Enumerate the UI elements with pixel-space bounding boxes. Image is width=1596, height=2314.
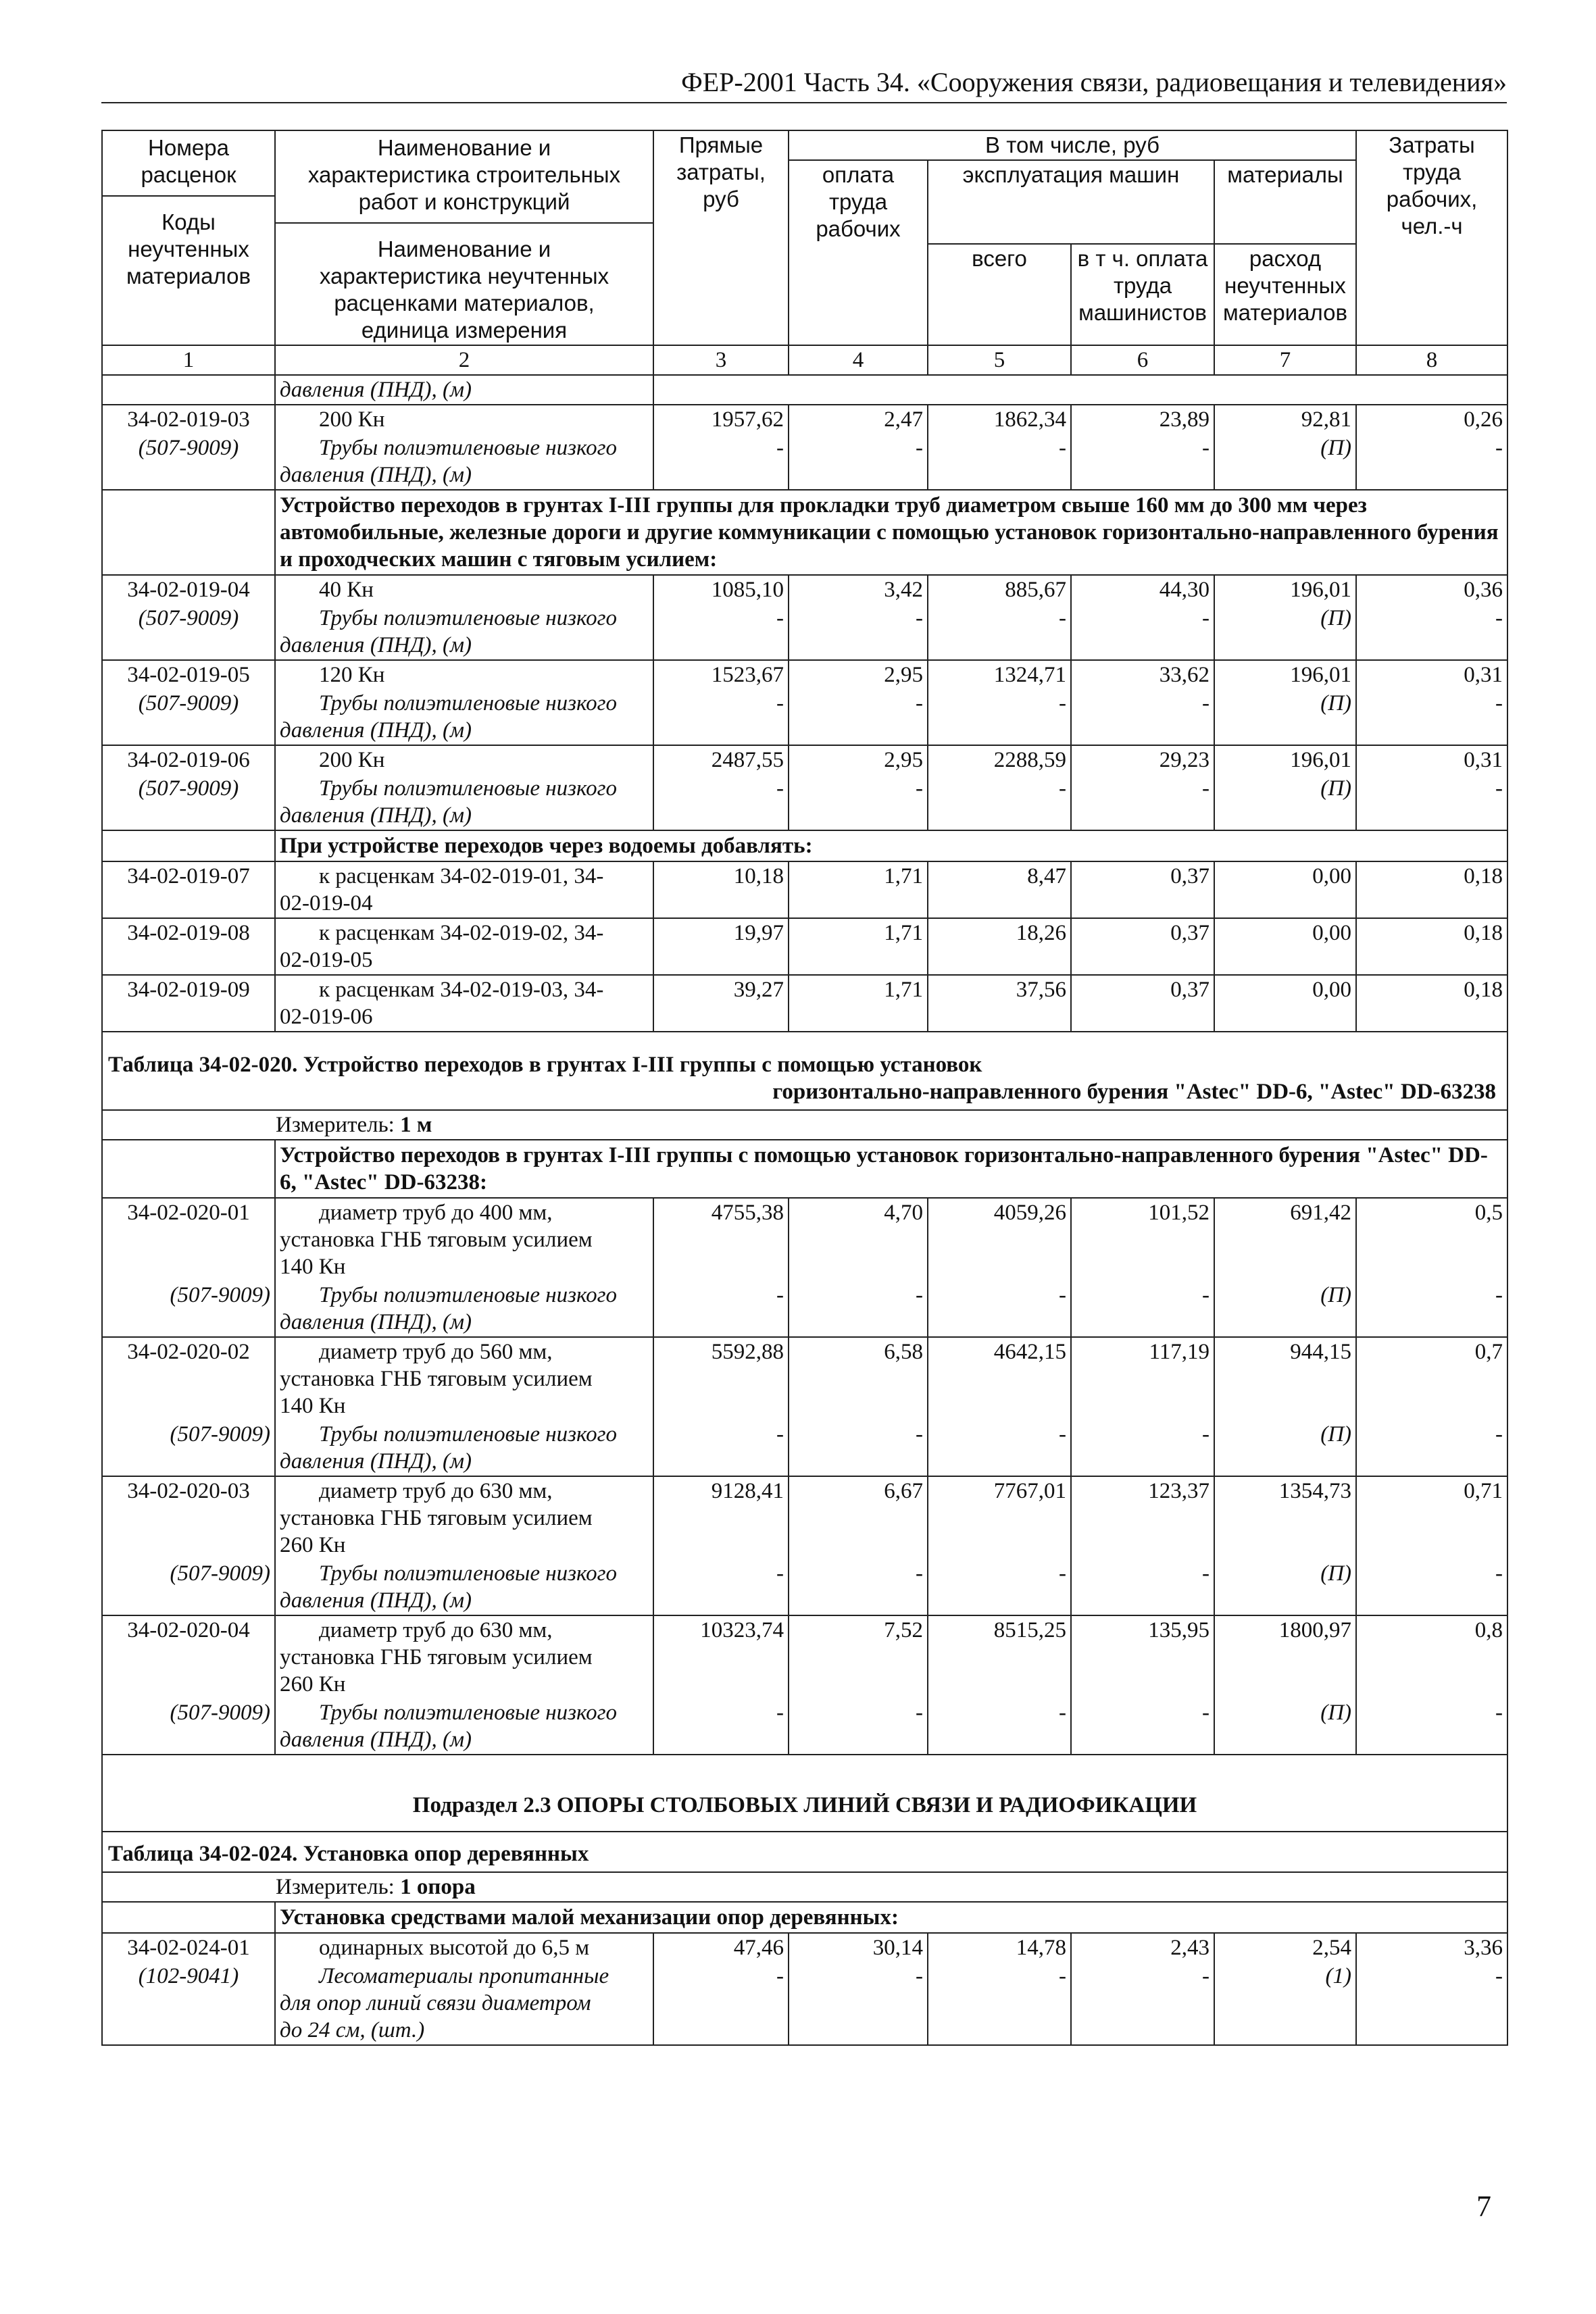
machinist-pay: 23,89 — [1071, 405, 1214, 434]
machinist-pay: 0,37 — [1071, 918, 1214, 975]
dash: - — [653, 1559, 789, 1615]
dash: - — [1071, 774, 1214, 830]
group-row — [102, 1140, 1507, 1198]
dash: - — [653, 689, 789, 745]
material-row — [102, 1699, 1507, 1755]
labor-hours: 0,7 — [1356, 1337, 1507, 1420]
dash: - — [1356, 1559, 1507, 1615]
material-line: давления (ПНД), (м) — [280, 633, 472, 657]
material-line: Лесоматериалы пропитанные — [319, 1964, 609, 1988]
empty-cell — [102, 1902, 275, 1933]
group-heading: Устройство переходов в грунтах I-III группы для прокладки труб диаметром свыше 160 мм до 300 мм через автомобильные, железные дороги и другие коммуникации с помощью установок горизонтально-направленного бурения и проходческих машин с тяговым усилием: — [275, 490, 1507, 575]
dash: - — [653, 434, 789, 490]
work-name — [275, 975, 653, 1032]
work-name — [275, 1337, 653, 1420]
table-row — [102, 1337, 1507, 1420]
machine-total: 4059,26 — [928, 1198, 1071, 1281]
col-num: 7 — [1214, 345, 1356, 375]
direct-cost: 39,27 — [653, 975, 789, 1032]
rate-code: 34-02-024-01 — [102, 1933, 275, 1962]
col1-bottom: Коды неучтенных материалов — [126, 209, 251, 288]
work-line: 02-019-06 — [280, 1005, 373, 1029]
incl-header: В том числе, руб — [789, 130, 1356, 160]
dash: - — [789, 1559, 928, 1615]
measure — [102, 1110, 1507, 1140]
dash: - — [1356, 1699, 1507, 1755]
labor-pay: 2,95 — [789, 660, 928, 689]
material-line: давления (ПНД), (м) — [280, 1728, 472, 1752]
empty-cell — [102, 490, 275, 575]
material-cost: 1354,73 — [1214, 1476, 1356, 1559]
dash: - — [1071, 1559, 1214, 1615]
rate-code: 34-02-019-05 — [102, 660, 275, 689]
work-name: 200 Кн — [275, 405, 653, 434]
material-cost: 1800,97 — [1214, 1615, 1356, 1699]
labor-hours: 0,71 — [1356, 1476, 1507, 1559]
dash: - — [653, 1281, 789, 1337]
dash: - — [653, 1420, 789, 1476]
material-cost: 196,01 — [1214, 575, 1356, 604]
material-cost: 92,81 — [1214, 405, 1356, 434]
labor-hours: 0,31 — [1356, 745, 1507, 774]
running-header: ФЕР-2001 Часть 34. «Сооружения связи, радиовещания и телевидения» — [101, 66, 1507, 103]
material-line: Трубы полиэтиленовые низкого — [319, 691, 618, 715]
work-line: 140 Кн — [280, 1394, 346, 1418]
direct-cost: 10,18 — [653, 861, 789, 918]
work-line: установка ГНБ тяговым усилием — [280, 1645, 593, 1669]
material-code: (507-9009) — [102, 434, 275, 490]
material-row — [102, 1281, 1507, 1337]
dash: - — [1071, 1420, 1214, 1476]
material-code: (102-9041) — [102, 1962, 275, 2045]
table-row — [102, 975, 1507, 1032]
machinist-pay: 0,37 — [1071, 861, 1214, 918]
machine-total: 8515,25 — [928, 1615, 1071, 1699]
work-name — [275, 1198, 653, 1281]
group-heading: Установка средствами малой механизации опор деревянных: — [275, 1902, 1507, 1933]
empty-cell — [102, 1140, 275, 1198]
rate-code: 34-02-020-02 — [102, 1337, 275, 1420]
material-row — [102, 1962, 1507, 2045]
measure-row — [102, 1110, 1507, 1140]
machine-total: 1862,34 — [928, 405, 1071, 434]
work-line: 140 Кн — [280, 1255, 346, 1279]
material-unit: (П) — [1214, 1281, 1356, 1337]
cont-text: давления (ПНД), (м) — [275, 375, 653, 405]
table-row — [102, 660, 1507, 689]
group-row — [102, 830, 1507, 861]
dash: - — [1356, 774, 1507, 830]
material-code: (507-9009) — [102, 604, 275, 660]
material-line: давления (ПНД), (м) — [280, 803, 472, 828]
material-row — [102, 1420, 1507, 1476]
material-line: для опор линий связи диаметром — [280, 1991, 591, 2015]
material-unit: (П) — [1214, 689, 1356, 745]
work-name — [275, 1615, 653, 1699]
work-line: установка ГНБ тяговым усилием — [280, 1506, 593, 1530]
material-line: Трубы полиэтиленовые низкого — [319, 776, 618, 801]
dash: - — [1071, 604, 1214, 660]
labor-hours: 0,31 — [1356, 660, 1507, 689]
measure-label: Измеритель: — [276, 1113, 395, 1137]
table-row — [102, 1198, 1507, 1281]
machinist-pay: 44,30 — [1071, 575, 1214, 604]
material-name — [275, 1699, 653, 1755]
measure-label: Измеритель: — [276, 1875, 395, 1899]
title-line-1: Таблица 34-02-020. Устройство переходов в грунтах I-III группы с помощью установок — [108, 1053, 982, 1077]
col-num: 6 — [1071, 345, 1214, 375]
dash: - — [1356, 1420, 1507, 1476]
material-name — [275, 434, 653, 490]
direct-cost: 10323,74 — [653, 1615, 789, 1699]
rate-code: 34-02-019-07 — [102, 861, 275, 918]
dash: - — [928, 1281, 1071, 1337]
direct-cost: 19,97 — [653, 918, 789, 975]
material-row — [102, 604, 1507, 660]
work-line: диаметр труб до 560 мм, — [319, 1340, 553, 1364]
work-line: установка ГНБ тяговым усилием — [280, 1228, 593, 1252]
material-name — [275, 774, 653, 830]
col-num: 3 — [653, 345, 789, 375]
machine-total: 2288,59 — [928, 745, 1071, 774]
subsection-title: Подраздел 2.3 ОПОРЫ СТОЛБОВЫХ ЛИНИЙ СВЯЗИ И РАДИОФИКАЦИИ — [102, 1755, 1507, 1832]
material-cost: 196,01 — [1214, 745, 1356, 774]
work-line: к расценкам 34-02-019-03, 34- — [319, 978, 604, 1002]
material-code: (507-9009) — [102, 774, 275, 830]
rate-code: 34-02-019-08 — [102, 918, 275, 975]
col2-top: Наименование и характеристика строительных работ и конструкций — [276, 132, 653, 224]
material-name — [275, 689, 653, 745]
material-cost: 0,00 — [1214, 975, 1356, 1032]
labor-hours: 0,18 — [1356, 975, 1507, 1032]
measure-value: 1 м — [400, 1113, 432, 1137]
col4-header: оплата труда рабочих — [789, 160, 928, 345]
mat-header: материалы — [1214, 160, 1356, 244]
labor-hours: 0,36 — [1356, 575, 1507, 604]
material-code: (507-9009) — [102, 1420, 275, 1476]
material-unit: (П) — [1214, 774, 1356, 830]
machinist-pay: 2,43 — [1071, 1933, 1214, 1962]
material-unit: (П) — [1214, 1420, 1356, 1476]
dash: - — [1071, 689, 1214, 745]
material-line: Трубы полиэтиленовые низкого — [319, 436, 618, 460]
col1-header — [102, 130, 275, 345]
table-row — [102, 575, 1507, 604]
material-cost: 0,00 — [1214, 918, 1356, 975]
dash: - — [928, 434, 1071, 490]
dash: - — [928, 1962, 1071, 2045]
labor-pay: 1,71 — [789, 975, 928, 1032]
material-code: (507-9009) — [102, 1559, 275, 1615]
subsection-row — [102, 1755, 1507, 1832]
machine-total: 8,47 — [928, 861, 1071, 918]
machine-total: 37,56 — [928, 975, 1071, 1032]
labor-pay: 7,52 — [789, 1615, 928, 1699]
col2-bottom: Наименование и характеристика неучтенных расценками материалов, единица измерения — [319, 236, 609, 343]
direct-cost: 1957,62 — [653, 405, 789, 434]
labor-pay: 30,14 — [789, 1933, 928, 1962]
work-line: установка ГНБ тяговым усилием — [280, 1367, 593, 1391]
material-line: давления (ПНД), (м) — [280, 463, 472, 487]
material-cost: 0,00 — [1214, 861, 1356, 918]
material-name — [275, 604, 653, 660]
material-unit: (П) — [1214, 1559, 1356, 1615]
col5-header: всего — [928, 244, 1071, 345]
direct-cost: 47,46 — [653, 1933, 789, 1962]
material-line: до 24 см, (шт.) — [280, 2018, 425, 2042]
machine-total: 4642,15 — [928, 1337, 1071, 1420]
measure-value: 1 опора — [400, 1875, 476, 1899]
column-number-row — [102, 345, 1507, 375]
material-line: Трубы полиэтиленовые низкого — [319, 606, 618, 630]
direct-cost: 9128,41 — [653, 1476, 789, 1559]
group-heading: При устройстве переходов через водоемы добавлять: — [275, 830, 1507, 861]
col-num: 1 — [102, 345, 275, 375]
labor-pay: 3,42 — [789, 575, 928, 604]
table-row — [102, 861, 1507, 918]
title-line-2: горизонтально-направленного бурения "Astec" DD-6, "Astec" DD-63238 — [772, 1080, 1497, 1104]
col6-header: в т ч. оплата труда машинистов — [1071, 244, 1214, 345]
table-title — [102, 1032, 1507, 1110]
col2-header — [275, 130, 653, 345]
material-unit: (П) — [1214, 434, 1356, 490]
dash: - — [789, 434, 928, 490]
table-title-row — [102, 1832, 1507, 1872]
exploit-header: эксплуатация машин — [928, 160, 1214, 244]
rate-code: 34-02-019-03 — [102, 405, 275, 434]
labor-hours: 0,26 — [1356, 405, 1507, 434]
page-number: 7 — [1476, 2190, 1491, 2223]
material-row — [102, 689, 1507, 745]
rate-code: 34-02-020-04 — [102, 1615, 275, 1699]
material-line: давления (ПНД), (м) — [280, 718, 472, 743]
rate-code: 34-02-019-04 — [102, 575, 275, 604]
dash: - — [789, 774, 928, 830]
material-row — [102, 434, 1507, 490]
work-line: диаметр труб до 630 мм, — [319, 1479, 553, 1503]
material-cost: 196,01 — [1214, 660, 1356, 689]
dash: - — [789, 689, 928, 745]
machinist-pay: 135,95 — [1071, 1615, 1214, 1699]
direct-cost: 1085,10 — [653, 575, 789, 604]
work-line: диаметр труб до 630 мм, — [319, 1618, 553, 1642]
machine-total: 18,26 — [928, 918, 1071, 975]
labor-hours: 0,8 — [1356, 1615, 1507, 1699]
machinist-pay: 117,19 — [1071, 1337, 1214, 1420]
work-line: 260 Кн — [280, 1533, 346, 1557]
machinist-pay: 123,37 — [1071, 1476, 1214, 1559]
dash: - — [1071, 434, 1214, 490]
table-row — [102, 918, 1507, 975]
work-line: диаметр труб до 400 мм, — [319, 1201, 553, 1225]
material-code: (507-9009) — [102, 689, 275, 745]
material-row — [102, 774, 1507, 830]
material-code: (507-9009) — [102, 1699, 275, 1755]
work-name — [275, 861, 653, 918]
direct-cost: 5592,88 — [653, 1337, 789, 1420]
material-name — [275, 1420, 653, 1476]
labor-pay: 1,71 — [789, 918, 928, 975]
work-line: к расценкам 34-02-019-02, 34- — [319, 921, 604, 945]
work-name: 120 Кн — [275, 660, 653, 689]
work-name: 40 Кн — [275, 575, 653, 604]
measure-row — [102, 1872, 1507, 1902]
labor-pay: 4,70 — [789, 1198, 928, 1281]
dash: - — [1356, 434, 1507, 490]
table-row — [102, 405, 1507, 434]
direct-cost: 2487,55 — [653, 745, 789, 774]
dash: - — [653, 1699, 789, 1755]
labor-pay: 2,95 — [789, 745, 928, 774]
col-num: 5 — [928, 345, 1071, 375]
header-row — [102, 130, 1507, 160]
work-line: к расценкам 34-02-019-01, 34- — [319, 864, 604, 888]
material-cost: 2,54 — [1214, 1933, 1356, 1962]
rate-code: 34-02-019-06 — [102, 745, 275, 774]
work-line: 02-019-05 — [280, 948, 373, 972]
material-code: (507-9009) — [102, 1281, 275, 1337]
material-name — [275, 1559, 653, 1615]
work-name — [275, 918, 653, 975]
material-name — [275, 1962, 653, 2045]
machine-total: 885,67 — [928, 575, 1071, 604]
col8-header: Затраты труда рабочих, чел.-ч — [1356, 130, 1507, 345]
group-row — [102, 490, 1507, 575]
material-line: давления (ПНД), (м) — [280, 1449, 472, 1474]
labor-pay: 6,67 — [789, 1476, 928, 1559]
dash: - — [789, 1699, 928, 1755]
material-row — [102, 1559, 1507, 1615]
table-row — [102, 1476, 1507, 1559]
dash: - — [653, 774, 789, 830]
material-cost: 944,15 — [1214, 1337, 1356, 1420]
machine-total: 7767,01 — [928, 1476, 1071, 1559]
material-line: Трубы полиэтиленовые низкого — [319, 1422, 618, 1447]
dash: - — [928, 604, 1071, 660]
dash: - — [928, 774, 1071, 830]
dash: - — [1356, 689, 1507, 745]
col-num: 2 — [275, 345, 653, 375]
col3-header: Прямые затраты, руб — [653, 130, 789, 345]
work-name — [275, 1476, 653, 1559]
table-row — [102, 1615, 1507, 1699]
table-row — [102, 1933, 1507, 1962]
measure — [102, 1872, 1507, 1902]
work-name: одинарных высотой до 6,5 м — [275, 1933, 653, 1962]
dash: - — [928, 1420, 1071, 1476]
material-line: давления (ПНД), (м) — [280, 1588, 472, 1613]
machine-total: 1324,71 — [928, 660, 1071, 689]
group-row — [102, 1902, 1507, 1933]
dash: - — [789, 1420, 928, 1476]
machinist-pay: 29,23 — [1071, 745, 1214, 774]
material-cost: 691,42 — [1214, 1198, 1356, 1281]
continuation-row — [102, 375, 1507, 405]
material-unit: (1) — [1214, 1962, 1356, 2045]
table-title-row — [102, 1032, 1507, 1110]
col7-header: расход неучтенных материалов — [1214, 244, 1356, 345]
labor-pay: 1,71 — [789, 861, 928, 918]
work-line: 260 Кн — [280, 1672, 346, 1696]
dash: - — [1356, 1962, 1507, 2045]
material-name — [275, 1281, 653, 1337]
dash: - — [789, 1962, 928, 2045]
material-unit: (П) — [1214, 1699, 1356, 1755]
empty-cell — [102, 375, 275, 405]
rate-code: 34-02-020-01 — [102, 1198, 275, 1281]
dash: - — [1356, 604, 1507, 660]
dash: - — [928, 1699, 1071, 1755]
material-line: давления (ПНД), (м) — [280, 1310, 472, 1334]
rate-code: 34-02-020-03 — [102, 1476, 275, 1559]
direct-cost: 4755,38 — [653, 1198, 789, 1281]
material-line: Трубы полиэтиленовые низкого — [319, 1701, 618, 1725]
direct-cost: 1523,67 — [653, 660, 789, 689]
dash: - — [1356, 1281, 1507, 1337]
labor-hours: 0,5 — [1356, 1198, 1507, 1281]
dash: - — [653, 604, 789, 660]
machinist-pay: 33,62 — [1071, 660, 1214, 689]
material-line: Трубы полиэтиленовые низкого — [319, 1561, 618, 1586]
price-table — [101, 130, 1508, 2046]
material-line: Трубы полиэтиленовые низкого — [319, 1283, 618, 1307]
col-num: 8 — [1356, 345, 1507, 375]
col1-top: Номера расценок — [103, 132, 274, 197]
table-title: Таблица 34-02-024. Установка опор деревянных — [102, 1832, 1507, 1872]
dash: - — [928, 689, 1071, 745]
material-unit: (П) — [1214, 604, 1356, 660]
work-name: 200 Кн — [275, 745, 653, 774]
dash: - — [928, 1559, 1071, 1615]
empty-cell — [102, 830, 275, 861]
dash: - — [653, 1962, 789, 2045]
dash: - — [1071, 1281, 1214, 1337]
dash: - — [1071, 1962, 1214, 2045]
dash: - — [789, 604, 928, 660]
dash: - — [789, 1281, 928, 1337]
labor-hours: 0,18 — [1356, 918, 1507, 975]
labor-pay: 2,47 — [789, 405, 928, 434]
machinist-pay: 0,37 — [1071, 975, 1214, 1032]
labor-pay: 6,58 — [789, 1337, 928, 1420]
col-num: 4 — [789, 345, 928, 375]
rate-code: 34-02-019-09 — [102, 975, 275, 1032]
labor-hours: 3,36 — [1356, 1933, 1507, 1962]
group-heading: Устройство переходов в грунтах I-III группы с помощью установок горизонтально-направленного бурения "Astec" DD-6, "Astec" DD-63238: — [275, 1140, 1507, 1198]
empty-cell — [653, 375, 1507, 405]
table-row — [102, 745, 1507, 774]
machinist-pay: 101,52 — [1071, 1198, 1214, 1281]
work-line: 02-019-04 — [280, 891, 373, 915]
labor-hours: 0,18 — [1356, 861, 1507, 918]
machine-total: 14,78 — [928, 1933, 1071, 1962]
dash: - — [1071, 1699, 1214, 1755]
